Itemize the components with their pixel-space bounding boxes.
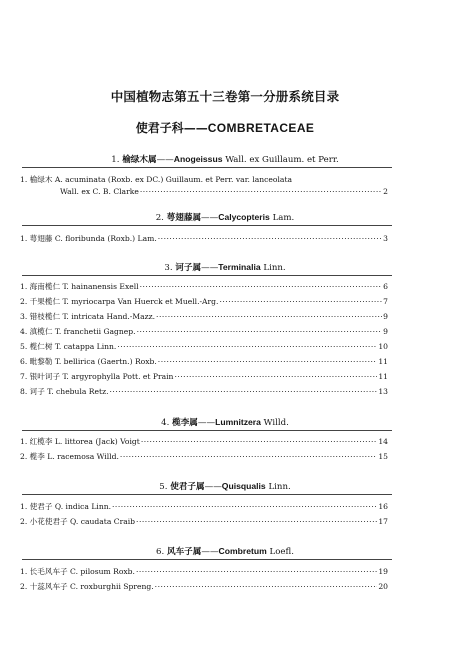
species-entry	[20, 341, 388, 356]
species-text: 千果榄仁 T. myriocarpa Van Huerck et Muell.-Arg.	[29, 297, 219, 306]
genus-author: Linn.	[263, 263, 286, 273]
species-list	[20, 281, 388, 401]
species-text: 长毛风车子 C. pilosum Roxb.	[29, 567, 135, 576]
genus-cn: 榆绿木属	[122, 155, 157, 165]
genus-number: 1.	[111, 155, 120, 165]
species-number: 2.	[20, 452, 28, 461]
species-text: 错枝榄仁 T. intricata Hand.-Mazz.	[29, 312, 156, 321]
genus-heading	[0, 416, 450, 428]
genus-latin: Combretum	[218, 546, 267, 556]
genus-latin: Calycopteris	[218, 212, 270, 222]
page-title: 中国植物志第五十三卷第一分册系统目录	[110, 89, 340, 104]
genus-author: Lam.	[272, 213, 295, 223]
genus-latin: Lumnitzera	[215, 417, 261, 427]
leader-dots	[110, 386, 378, 398]
species-entry	[20, 371, 388, 386]
leader-dots	[137, 326, 383, 338]
genus-latin: Terminalia	[218, 262, 261, 272]
family-latin: COMBRETACEAE	[207, 121, 315, 135]
species-entry	[20, 296, 388, 311]
species-number: 2.	[20, 582, 28, 591]
species-text: 使君子 Q. indica Linn.	[29, 502, 112, 511]
genus-cn: 风车子属	[166, 547, 202, 557]
genus-heading	[0, 261, 450, 273]
genus-author: Wall. ex Guillaum. et Perr.	[225, 155, 339, 165]
species-entry	[20, 326, 388, 341]
species-text: 小花使君子 Q. caudata Craib	[29, 517, 136, 526]
species-text: 滇榄仁 T. franchetii Gagnep.	[29, 327, 136, 336]
species-text: 银叶诃子 T. argyrophylla Pott. et Prain	[29, 372, 174, 381]
species-entry	[20, 501, 388, 516]
leader-dots	[117, 341, 377, 353]
leader-dots	[140, 186, 382, 198]
page-number: 2	[383, 187, 388, 196]
species-text: 十蕊风车子 C. roxburghii Spreng.	[29, 582, 154, 591]
genus-dash: ——	[201, 213, 219, 223]
leader-dots	[141, 436, 378, 448]
genus-dash: ——	[204, 482, 222, 492]
genus-number: 4.	[161, 418, 170, 428]
species-text: 海南榄仁 T. hainanensis Exell	[29, 282, 139, 291]
page-number: 19	[378, 567, 388, 576]
species-entry	[20, 356, 388, 371]
page-number: 11	[378, 357, 388, 366]
species-text: 榄仁树 T. catappa Linn.	[29, 342, 117, 351]
species-number: 8.	[20, 387, 28, 396]
leader-dots	[156, 311, 382, 323]
species-number: 1.	[20, 502, 28, 511]
divider	[22, 225, 392, 226]
genus-author: Linn.	[268, 482, 291, 492]
genus-latin: Anogeissus	[173, 154, 223, 164]
species-list	[20, 436, 388, 466]
page-number: 10	[378, 342, 388, 351]
page-number: 9	[383, 327, 388, 336]
leader-dots	[136, 516, 377, 528]
genus-number: 5.	[159, 482, 168, 492]
divider	[22, 167, 392, 168]
leader-dots	[140, 281, 383, 293]
species-number: 5.	[20, 342, 28, 351]
species-entry	[20, 516, 388, 531]
page-number: 15	[378, 452, 388, 461]
genus-dash: ——	[156, 155, 174, 165]
family-cn: 使君子科	[135, 121, 184, 135]
species-number: 1.	[20, 567, 28, 576]
species-entry	[20, 233, 388, 245]
leader-dots	[174, 371, 377, 383]
species-number: 4.	[20, 327, 28, 336]
family-dash: ——	[183, 121, 208, 135]
divider	[22, 559, 392, 560]
species-entry	[20, 581, 388, 596]
species-text: 毗黎勒 T. bellirica (Gaertn.) Roxb.	[29, 357, 157, 366]
page-number: 6	[383, 282, 388, 291]
species-text: 红榄李 L. littorea (Jack) Voigt	[29, 437, 140, 446]
page-number: 9	[383, 312, 388, 321]
species-entry	[20, 281, 388, 296]
species-number: 2.	[20, 297, 28, 306]
leader-dots	[120, 451, 377, 463]
species-number: 1.	[20, 282, 28, 291]
page-number: 11	[378, 372, 388, 381]
species-number: 1.	[20, 175, 28, 184]
genus-cn: 诃子属	[175, 263, 202, 273]
page-number: 14	[378, 437, 388, 446]
species-number: 1.	[20, 234, 28, 243]
page-number: 13	[378, 387, 388, 396]
genus-cn: 使君子属	[170, 482, 205, 492]
leader-dots	[112, 501, 377, 513]
genus-number: 2.	[155, 213, 164, 223]
species-list	[20, 501, 388, 531]
species-entry	[20, 174, 388, 198]
species-number: 1.	[20, 437, 28, 446]
page-number: 20	[378, 582, 388, 591]
species-text: 榆绿木 A. acuminata (Roxb. ex DC.) Guillaum. et Perr. var. lanceolata	[29, 175, 293, 184]
species-text: 榄李 L. racemosa Willd.	[29, 452, 119, 461]
divider	[22, 494, 392, 495]
page-number: 3	[383, 234, 388, 243]
genus-author: Willd.	[263, 418, 289, 428]
species-text: 萼翅藤 C. floribunda (Roxb.) Lam.	[29, 234, 157, 243]
genus-cn: 萼翅藤属	[166, 213, 202, 223]
genus-heading	[0, 153, 450, 165]
leader-dots	[158, 356, 378, 368]
species-entry	[20, 386, 388, 401]
genus-dash: ——	[201, 547, 219, 557]
species-number: 2.	[20, 517, 28, 526]
species-number: 6.	[20, 357, 28, 366]
genus-heading	[0, 211, 450, 223]
genus-number: 3.	[164, 263, 173, 273]
genus-dash: ——	[201, 263, 219, 273]
leader-dots	[155, 581, 378, 593]
page-number: 7	[383, 297, 388, 306]
species-text-cont: Wall. ex C. B. Clarke	[60, 187, 139, 196]
species-number: 3.	[20, 312, 28, 321]
page-number: 17	[378, 517, 388, 526]
divider	[22, 430, 392, 431]
leader-dots	[136, 566, 377, 578]
species-entry	[20, 451, 388, 466]
genus-cn: 榄李属	[172, 418, 198, 428]
genus-latin: Quisqualis	[221, 481, 266, 491]
genus-heading	[0, 480, 450, 492]
species-entry	[20, 436, 388, 451]
leader-dots	[158, 233, 382, 245]
species-text: 诃子 T. chebula Retz.	[29, 387, 109, 396]
species-entry	[20, 566, 388, 581]
genus-dash: ——	[197, 418, 216, 428]
genus-author: Loefl.	[269, 547, 294, 557]
genus-heading	[0, 545, 450, 557]
family-heading	[0, 119, 450, 136]
species-entry	[20, 311, 388, 326]
divider	[22, 275, 392, 276]
species-list	[20, 566, 388, 596]
page-number: 16	[378, 502, 388, 511]
genus-number: 6.	[156, 547, 165, 557]
leader-dots	[219, 296, 382, 308]
species-number: 7.	[20, 372, 28, 381]
